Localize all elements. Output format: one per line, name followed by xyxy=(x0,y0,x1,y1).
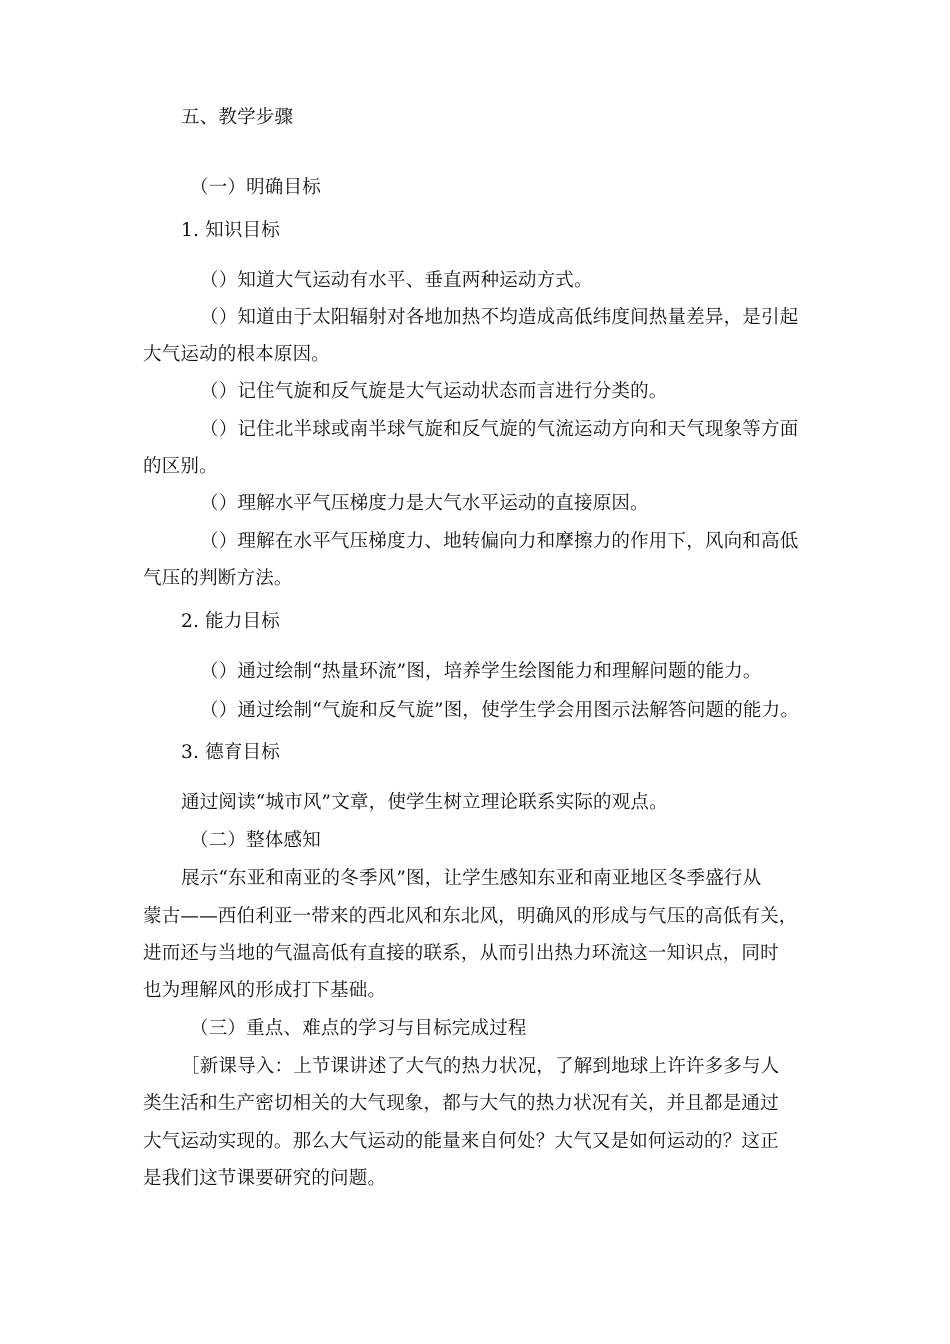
paragraph-line: 蒙古——西伯利亚一带来的西北风和东北风，明确风的形成与气压的高低有关， xyxy=(143,906,798,927)
list-item: （）通过绘制“热量环流”图，培养学生绘图能力和理解问题的能力。 xyxy=(200,661,762,682)
list-title: 2. 能力目标 xyxy=(181,611,280,632)
list-item: （）记住北半球或南半球气旋和反气旋的气流运动方向和天气现象等方面 xyxy=(200,419,799,440)
paragraph-line: 展示“东亚和南亚的冬季风”图，让学生感知东亚和南亚地区冬季盛行从 xyxy=(181,868,762,889)
list-item: （）通过绘制“气旋和反气旋”图，使学生学会用图示法解答问题的能力。 xyxy=(200,700,800,721)
list-item-continuation: 大气运动的根本原因。 xyxy=(143,344,331,365)
list-title: 1. 知识目标 xyxy=(181,220,280,241)
list-title: 3. 德育目标 xyxy=(181,742,280,763)
paragraph-line: 通过阅读“城市风”文章，使学生树立理论联系实际的观点。 xyxy=(181,792,668,813)
list-item: （）知道大气运动有水平、垂直两种运动方式。 xyxy=(200,270,593,291)
paragraph-line: 类生活和生产密切相关的大气现象，都与大气的热力状况有关，并且都是通过 xyxy=(143,1093,779,1114)
list-item: （）理解水平气压梯度力是大气水平运动的直接原因。 xyxy=(200,493,649,514)
list-item: （）知道由于太阳辐射对各地加热不均造成高低纬度间热量差异，是引起 xyxy=(200,307,799,328)
paragraph-line: 大气运动实现的。那么大气运动的能量来自何处？大气又是如何运动的？这正 xyxy=(143,1131,779,1152)
paragraph-line: 是我们这节课要研究的问题。 xyxy=(143,1168,387,1189)
section-heading: 五、教学步骤 xyxy=(181,107,294,128)
subsection-title: （二）整体感知 xyxy=(190,830,321,851)
paragraph-line: 进而还与当地的气温高低有直接的联系，从而引出热力环流这一知识点，同时 xyxy=(143,943,779,964)
subsection-title: （一）明确目标 xyxy=(190,177,321,198)
list-item-continuation: 气压的判断方法。 xyxy=(143,568,293,589)
list-item: （）理解在水平气压梯度力、地转偏向力和摩擦力的作用下，风向和高低 xyxy=(200,531,799,552)
paragraph-line: ［新课导入：上节课讲述了大气的热力状况，了解到地球上许许多多与人 xyxy=(181,1056,780,1077)
paragraph-line: 也为理解风的形成打下基础。 xyxy=(143,980,387,1001)
list-item-continuation: 的区别。 xyxy=(143,456,218,477)
list-item: （）记住气旋和反气旋是大气运动状态而言进行分类的。 xyxy=(200,381,668,402)
subsection-title: （三）重点、难点的学习与目标完成过程 xyxy=(190,1018,527,1039)
